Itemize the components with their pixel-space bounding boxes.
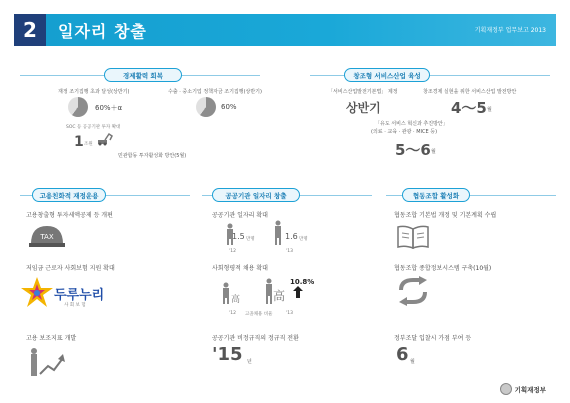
highschool-percent: 10.8% bbox=[290, 278, 315, 286]
ministry-name: 기획재정부 bbox=[514, 385, 546, 394]
worker-figure-icon-2 bbox=[272, 220, 284, 245]
tax-credit-label: 고용창출형 투자세액공제 등 개편 bbox=[26, 212, 113, 219]
regular-year: '15 bbox=[212, 344, 243, 365]
coop-tender-label: 정부조달 입찰시 가점 부여 등 bbox=[394, 335, 472, 342]
soc-value: 1 bbox=[74, 134, 84, 150]
service-innov-unit: 월 bbox=[431, 149, 436, 155]
coop-pill: 협동조합 활성화 bbox=[402, 188, 470, 202]
service-plan-value: 4～5 bbox=[451, 99, 487, 117]
public-value-13: 1.6 bbox=[285, 232, 298, 241]
insurance-label: 저임금 근로자 사회보험 지원 확대 bbox=[26, 265, 115, 272]
facility-pie-icon bbox=[68, 97, 88, 117]
service-innov-label-2: (의료 · 교육 · 관광 · MICE 등) bbox=[371, 129, 438, 135]
excavator-icon bbox=[97, 132, 113, 146]
service-law-value: 상반기 bbox=[346, 101, 381, 115]
regular-unit: 년 bbox=[247, 359, 252, 365]
facility-value: 60%＋α bbox=[95, 104, 123, 112]
service-innov-value: 5～6 bbox=[395, 141, 431, 159]
private-invest-label: 민관합동 투자활성화 방안(5월) bbox=[118, 153, 187, 159]
up-arrow-icon bbox=[293, 286, 303, 298]
export-pie-icon bbox=[196, 97, 216, 117]
economy-pill: 경제활력 회복 bbox=[104, 68, 182, 82]
public-pill: 공공기관 일자리 창출 bbox=[212, 188, 300, 202]
regular-conversion-label: 공공기관 비정규직의 정규직 전환 bbox=[212, 335, 299, 342]
open-book-icon bbox=[397, 223, 429, 249]
coop-tender-unit: 월 bbox=[410, 359, 415, 365]
highschool-caption: 고졸채용 비율 bbox=[245, 312, 273, 317]
service-plan-label: 창조경제 실현을 위한 서비스산업 발전방안 bbox=[423, 89, 517, 95]
cycle-arrows-icon bbox=[397, 276, 429, 306]
soc-unit: 조원 bbox=[84, 142, 93, 147]
tax-helmet-icon bbox=[28, 222, 66, 248]
go-char-12: 高 bbox=[231, 295, 241, 305]
service-law-label: 「서비스산업발전기본법」 제정 bbox=[328, 89, 398, 95]
duru-logo-sub: 사 회 보 험 bbox=[64, 303, 86, 308]
coop-tender-value: 6 bbox=[396, 344, 409, 365]
highschool-hiring-label: 사회형평적 채용 확대 bbox=[212, 265, 268, 272]
hs-year-13: '13 bbox=[286, 311, 293, 316]
export-support-label: 수출 · 중소기업 정책자금 조기집행(상반기) bbox=[168, 89, 262, 95]
page-header bbox=[0, 0, 570, 48]
page-title: 일자리 창출 bbox=[58, 22, 147, 41]
student-figure-icon bbox=[221, 282, 231, 304]
public-year-12: '12 bbox=[229, 249, 236, 254]
growth-arrow-icon bbox=[26, 346, 66, 378]
duru-star-logo bbox=[20, 276, 54, 310]
employment-index-label: 고용 보조지표 개발 bbox=[26, 335, 77, 342]
export-value: 60% bbox=[221, 103, 237, 111]
coop-plan-label: 협동조합 기본법 개정 및 기본계획 수립 bbox=[394, 212, 497, 219]
header-subtitle: 기획재정부 업무보고 2013 bbox=[474, 27, 546, 34]
employment-pill: 고용친화적 재정운용 bbox=[32, 188, 106, 202]
service-pill: 창조형 서비스산업 육성 bbox=[344, 68, 430, 82]
service-plan-unit: 월 bbox=[487, 107, 492, 113]
hs-year-12: '12 bbox=[229, 311, 236, 316]
ministry-logo bbox=[500, 383, 546, 395]
facility-invest-label: 재정 조기집행 초과 달성(상반기) bbox=[58, 89, 130, 95]
soc-label: SOC 등 공공기관 투자 확대 bbox=[66, 125, 121, 130]
public-year-13: '13 bbox=[286, 249, 293, 254]
duru-logo-title: 두루누리 bbox=[54, 288, 105, 303]
coop-center-label: 협동조합 종합정보시스템 구축(10월) bbox=[394, 265, 492, 272]
public-expand-label: 공공기관 일자리 확대 bbox=[212, 212, 268, 219]
go-char-13: 高 bbox=[273, 289, 286, 303]
government-seal-icon bbox=[500, 383, 512, 395]
service-innov-label-1: 「유도 서비스 혁신과 추진방안」 bbox=[375, 121, 448, 127]
public-unit-12: 만명 bbox=[246, 237, 255, 242]
section-number: 2 bbox=[14, 14, 46, 46]
public-value-12: 1.5 bbox=[232, 232, 245, 241]
svg-text:TAX: TAX bbox=[40, 233, 54, 241]
public-unit-13: 만명 bbox=[299, 237, 308, 242]
